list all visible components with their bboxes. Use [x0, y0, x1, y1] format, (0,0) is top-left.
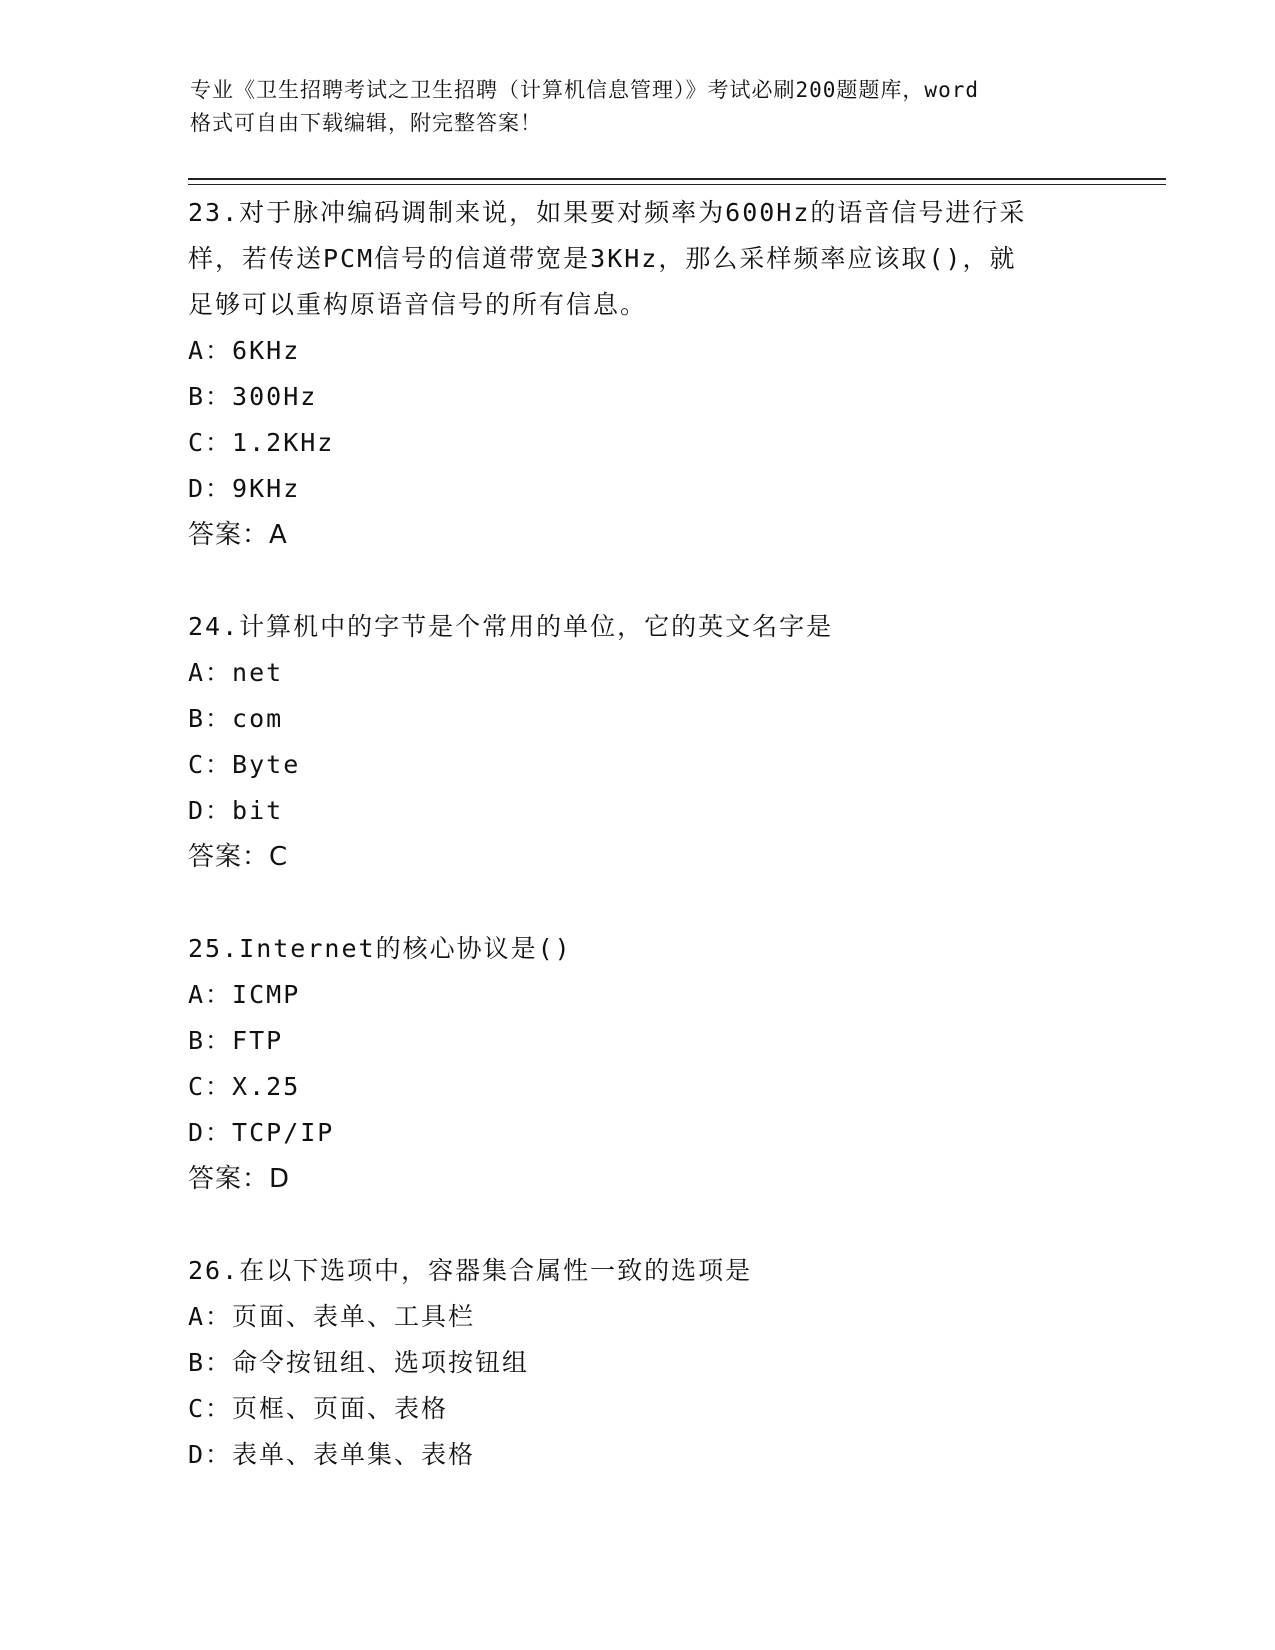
option-c: C：1.2KHz — [188, 428, 335, 457]
answer-label: 答案： — [188, 1164, 270, 1194]
option-a: A：页面、表单、工具栏 — [188, 1302, 476, 1331]
question-stem-line: 24.计算机中的字节是个常用的单位，它的英文名字是 — [188, 612, 834, 641]
option-b: B：300Hz — [188, 382, 318, 411]
option-c: C：页框、页面、表格 — [188, 1394, 449, 1423]
header-divider-thin — [188, 184, 1166, 185]
option-d: D：9KHz — [188, 474, 301, 503]
option-a: A：net — [188, 658, 284, 687]
option-d: D：TCP/IP — [188, 1118, 335, 1147]
option-b: B：FTP — [188, 1026, 284, 1055]
question-23 — [188, 190, 1088, 558]
document-header — [190, 74, 1090, 140]
answer-line — [188, 1156, 1088, 1202]
question-24 — [188, 604, 1088, 880]
header-title-line-1: 专业《卫生招聘考试之卫生招聘（计算机信息管理）》考试必刷200题题库，word — [190, 78, 979, 102]
option-c: C：Byte — [188, 750, 301, 779]
option-b: B：命令按钮组、选项按钮组 — [188, 1348, 530, 1377]
question-26 — [188, 1248, 1088, 1478]
option-b: B：com — [188, 704, 284, 733]
answer-value: A — [269, 520, 288, 550]
answer-line — [188, 512, 1088, 558]
question-stem-line: 26.在以下选项中，容器集合属性一致的选项是 — [188, 1256, 753, 1285]
question-stem-line: 足够可以重构原语音信号的所有信息。 — [188, 290, 648, 319]
question-list — [188, 190, 1088, 1478]
option-a: A：6KHz — [188, 336, 301, 365]
answer-value: D — [269, 1164, 291, 1194]
option-d: D：表单、表单集、表格 — [188, 1440, 476, 1469]
answer-label: 答案： — [188, 520, 270, 550]
question-25 — [188, 926, 1088, 1202]
header-title-line-2: 格式可自由下载编辑，附完整答案！ — [190, 111, 542, 135]
answer-label: 答案： — [188, 842, 270, 872]
answer-line — [188, 834, 1088, 880]
question-stem-line: 样，若传送PCM信号的信道带宽是3KHz，那么采样频率应该取()，就 — [188, 244, 1017, 273]
option-c: C：X.25 — [188, 1072, 301, 1101]
answer-value: C — [269, 842, 289, 872]
option-a: A：ICMP — [188, 980, 301, 1009]
header-divider-thick — [188, 178, 1166, 180]
question-stem-line: 25.Internet的核心协议是() — [188, 934, 572, 963]
option-d: D：bit — [188, 796, 284, 825]
question-stem-line: 23.对于脉冲编码调制来说，如果要对频率为600Hz的语音信号进行采 — [188, 198, 1027, 227]
